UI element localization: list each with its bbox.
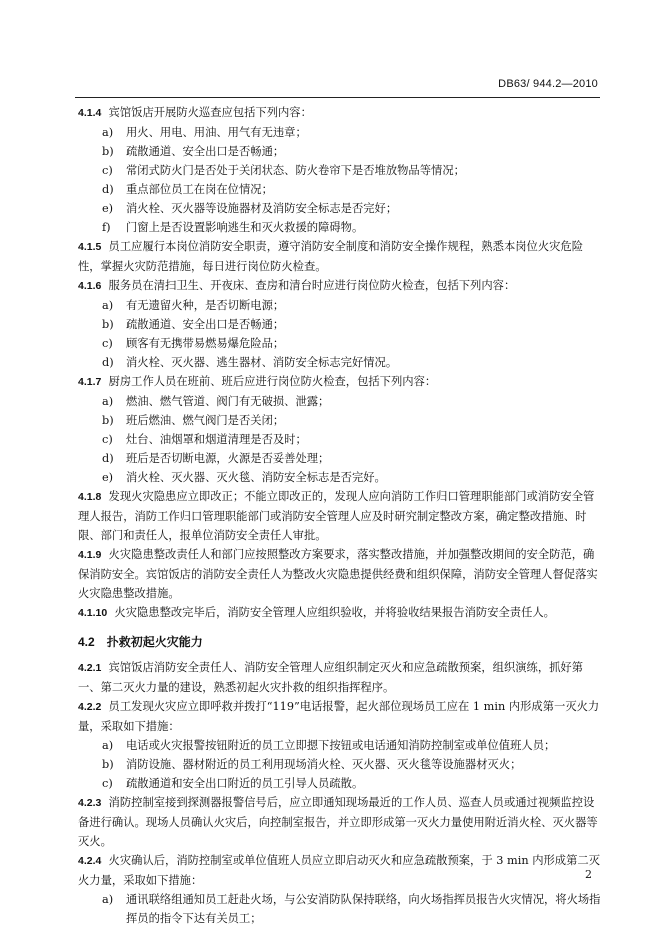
list-item	[78, 353, 604, 372]
list-item-text: 重点部位员工在岗在位情况；	[126, 183, 273, 196]
list-item-label: e)	[102, 202, 114, 215]
list-item-label: b)	[102, 758, 114, 771]
clause-paragraph	[78, 103, 604, 123]
clause-number: 4.1.5	[78, 241, 102, 253]
list-item-label: f)	[102, 221, 111, 234]
list-item-text: 消火栓、灭火器、灭火毯、消防安全标志是否完好。	[126, 471, 386, 484]
clause-paragraph	[78, 372, 604, 392]
list-item-text: 疏散通道、安全出口是否畅通；	[126, 318, 285, 331]
list-item-text: 电话或火灾报警按钮附近的员工立即摁下按钮或电话通知消防控制室或单位值班人员；	[126, 739, 556, 752]
list-item-label: d)	[102, 183, 114, 196]
section-number: 4.2	[78, 635, 95, 649]
list-item	[78, 315, 604, 334]
clause-paragraph	[78, 603, 604, 623]
document-body	[78, 103, 604, 928]
list-item	[78, 430, 604, 449]
list-item	[78, 199, 604, 218]
list-item-text: 灶台、油烟罩和烟道清理是否及时；	[126, 433, 307, 446]
list-item-label: b)	[102, 318, 114, 331]
list-item-label: b)	[102, 145, 114, 158]
clause-paragraph	[78, 658, 604, 697]
section-title: 扑救初起火灾能力	[106, 635, 203, 649]
list-item-label: c)	[102, 777, 113, 790]
list-item-text: 门窗上是否设置影响逃生和灭火救援的障碍物。	[126, 221, 364, 234]
list-item-text: 消火栓、灭火器等设施器材及消防安全标志是否完好；	[126, 202, 398, 215]
clause-number: 4.1.10	[78, 607, 108, 619]
list-item	[78, 449, 604, 468]
list-item	[78, 411, 604, 430]
clause-text: 厨房工作人员在班前、班后应进行岗位防火检查，包括下列内容：	[108, 375, 437, 388]
list-item-label: a)	[102, 739, 114, 752]
list-item-label: c)	[102, 164, 113, 177]
clause-text: 火灾隐患整改责任人和部门应按照整改方案要求，落实整改措施，并加强整改期间的安全防范，确保消防安全。宾馆饭店的消防安全责任人为整改火灾隐患提供经费和组织保障，消防安全管理人督促落实火灾隐患整改措施。	[78, 548, 598, 600]
list-item-label: b)	[102, 414, 114, 427]
list-item-label: c)	[102, 337, 113, 350]
standard-code: DB63/ 944.2—2010	[498, 78, 598, 90]
clause-number: 4.2.1	[78, 662, 102, 674]
list-item	[78, 161, 604, 180]
clause-text: 宾馆饭店开展防火巡查应包括下列内容：	[108, 106, 312, 119]
list-item	[78, 296, 604, 315]
clause-text: 火灾确认后，消防控制室或单位值班人员应立即启动灭火和应急疏散预案，于 3 min 内形成第二灭火力量，采取如下措施：	[78, 854, 600, 887]
clause-number: 4.2.2	[78, 701, 102, 713]
list-item-label: a)	[102, 126, 114, 139]
clause-number: 4.1.7	[78, 376, 102, 388]
clause-number: 4.1.9	[78, 549, 102, 561]
list-item	[78, 755, 604, 774]
clause-paragraph	[78, 487, 604, 545]
clause-text: 员工应履行本岗位消防安全职责，遵守消防安全制度和消防安全操作规程，熟悉本岗位火灾危险性，掌握火灾防范措施，每日进行岗位防火检查。	[78, 240, 584, 273]
clause-paragraph	[78, 276, 604, 296]
clause-paragraph	[78, 545, 604, 603]
section-heading	[78, 633, 604, 652]
list-item-text: 有无遗留火种，是否切断电源；	[126, 299, 285, 312]
clause-number: 4.1.4	[78, 107, 102, 119]
clause-paragraph	[78, 793, 604, 851]
list-item-label: e)	[102, 471, 114, 484]
list-item-label: d)	[102, 452, 114, 465]
clause-number: 4.1.6	[78, 280, 102, 292]
clause-text: 发现火灾隐患应立即改正；不能立即改正的，发现人应向消防工作归口管理职能部门或消防安全管理人报告，消防工作归口管理职能部门或消防安全管理人应及时研究制定整改方案，确定整改措施、时限、部门和责任人，报单位消防安全责任人审批。	[78, 490, 595, 542]
list-item	[78, 123, 604, 142]
clause-text: 服务员在清扫卫生、开夜床、查房和清台时应进行岗位防火检查，包括下列内容：	[108, 279, 516, 292]
list-item-label: a)	[102, 299, 114, 312]
list-item	[78, 890, 604, 928]
clause-paragraph	[78, 851, 604, 890]
list-item	[78, 736, 604, 755]
list-item-label: c)	[102, 433, 113, 446]
list-item-text: 用火、用电、用油、用气有无违章；	[126, 126, 307, 139]
list-item	[78, 468, 604, 487]
clause-number: 4.1.8	[78, 491, 102, 503]
list-item	[78, 180, 604, 199]
list-item-text: 常闭式防火门是否处于关闭状态、防火卷帘下是否堆放物品等情况；	[126, 164, 465, 177]
list-item	[78, 142, 604, 161]
list-item-text: 消防设施、器材附近的员工利用现场消火栓、灭火器、灭火毯等设施器材灭火；	[126, 758, 522, 771]
header-rule	[75, 97, 600, 98]
clause-text: 消防控制室接到探测器报警信号后，应立即通知现场最近的工作人员、巡查人员或通过视频监控设备进行确认。现场人员确认火灾后，向控制室报告，并立即形成第一灭火力量使用附近消火栓、灭火器等灭火。	[78, 796, 598, 848]
clause-number: 4.2.3	[78, 797, 102, 809]
list-item	[78, 218, 604, 237]
list-item-text: 疏散通道、安全出口是否畅通；	[126, 145, 285, 158]
list-item	[78, 774, 604, 793]
list-item-text: 通讯联络组通知员工赶赴火场，与公安消防队保持联络，向火场指挥员报告火灾情况，将火场指挥员的指令下达有关员工；	[126, 893, 601, 925]
list-item-label: a)	[102, 395, 114, 408]
list-item-text: 燃油、燃气管道、阀门有无破损、泄露；	[126, 395, 330, 408]
list-item-text: 顾客有无携带易燃易爆危险品；	[126, 337, 285, 350]
clause-paragraph	[78, 237, 604, 276]
list-item	[78, 334, 604, 353]
list-item-text: 疏散通道和安全出口附近的员工引导人员疏散。	[126, 777, 364, 790]
clause-paragraph	[78, 697, 604, 736]
clause-text: 宾馆饭店消防安全责任人、消防安全管理人应组织制定灭火和应急疏散预案，组织演练，抓好第一、第二灭火力量的建设，熟悉初起火灾扑救的组织指挥程序。	[78, 661, 584, 694]
list-item	[78, 392, 604, 411]
list-item-text: 消火栓、灭火器、逃生器材、消防安全标志完好情况。	[126, 356, 398, 369]
clause-number: 4.2.4	[78, 855, 102, 867]
page-number: 2	[585, 868, 592, 881]
list-item-label: d)	[102, 356, 114, 369]
list-item-text: 班后燃油、燃气阀门是否关闭；	[126, 414, 285, 427]
clause-text: 员工发现火灾应立即呼救并拨打“119”电话报警，起火部位现场员工应在 1 min 内形成第一灭火力量，采取如下措施：	[78, 700, 600, 733]
list-item-label: a)	[102, 893, 114, 906]
list-item-text: 班后是否切断电源，火源是否妥善处理；	[126, 452, 330, 465]
clause-text: 火灾隐患整改完毕后，消防安全管理人应组织验收，并将验收结果报告消防安全责任人。	[114, 606, 555, 619]
